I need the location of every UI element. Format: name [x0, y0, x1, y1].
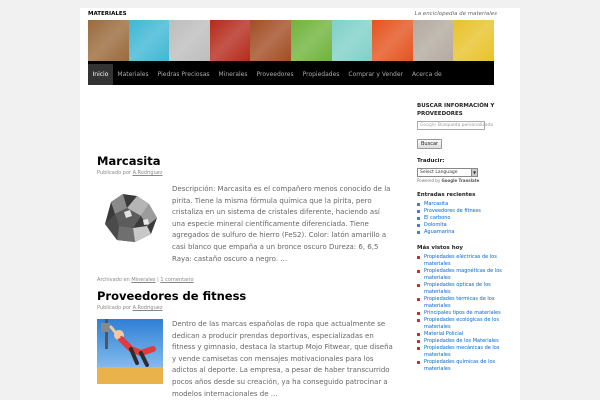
- site-description: La enciclopedia de materiales: [414, 11, 497, 17]
- most-viewed-heading: Más vistos hoy: [417, 245, 463, 251]
- wood-grain-tile: [88, 20, 129, 61]
- category-link[interactable]: Minerales: [131, 277, 156, 284]
- recent-post-link[interactable]: Aguamarina: [417, 229, 513, 236]
- fitness-thumbnail[interactable]: [97, 319, 163, 384]
- menu-item-proveedores[interactable]: Proveedores: [256, 71, 294, 78]
- marcasita-thumbnail[interactable]: [97, 184, 163, 249]
- grey-fiber-tile: [169, 20, 210, 61]
- author-link[interactable]: A.Rodriguez: [132, 170, 163, 176]
- powered-by: Powered by Google Translate: [417, 178, 480, 183]
- most-viewed-link[interactable]: Propiedades ecológicas de los materiales: [417, 317, 513, 331]
- page-wrapper: [80, 8, 520, 400]
- archived-prefix: Archivado en: [97, 277, 130, 284]
- search-placeholder: Búsqueda personalizada: [437, 123, 494, 128]
- most-viewed-link[interactable]: Propiedades eléctricas de los materiales: [417, 254, 513, 268]
- menu-item-acerca-de[interactable]: Acerca de: [411, 71, 442, 78]
- search-heading: BUSCAR INFORMACIÓN Y PROVEEDORES: [417, 103, 495, 117]
- yellow-honeycomb-tile: [453, 20, 494, 61]
- recent-posts-list: [417, 201, 513, 236]
- author-link[interactable]: A.Rodriguez: [132, 305, 163, 311]
- most-viewed-link[interactable]: Propiedades mecánicas de los materiales: [417, 345, 513, 359]
- meta-prefix: Publicado por: [97, 305, 131, 311]
- google-logo: Google: [441, 178, 458, 183]
- post-utility: [97, 277, 395, 283]
- comments-link[interactable]: 1 comentario: [160, 277, 194, 284]
- recent-post-link[interactable]: Proveedores de fitness: [417, 208, 513, 215]
- language-select[interactable]: [417, 168, 478, 177]
- blue-crack-tile: [129, 20, 170, 61]
- post-meta: [97, 170, 395, 176]
- cracked-earth-tile: [250, 20, 291, 61]
- post-fitness: [97, 289, 395, 400]
- post-marcasita: [97, 154, 395, 283]
- post-title[interactable]: Marcasita: [97, 154, 161, 168]
- search-button[interactable]: Buscar: [417, 139, 442, 149]
- post-title[interactable]: Proveedores de fitness: [97, 289, 247, 303]
- menu-item-minerales[interactable]: Minerales: [218, 71, 248, 78]
- recent-posts-heading: Entradas recientes: [417, 192, 476, 198]
- site-title[interactable]: MATERIALES: [88, 11, 127, 17]
- meta-prefix: Publicado por: [97, 170, 131, 176]
- recent-post-link[interactable]: Dolomita: [417, 222, 513, 229]
- menu-item-inicio[interactable]: Inicio: [88, 64, 113, 85]
- utility-separator: |: [157, 277, 159, 284]
- post-meta: [97, 305, 395, 311]
- orange-stripes-tile: [372, 20, 413, 61]
- language-select-value: Select Language: [420, 170, 458, 175]
- menu-item-piedras-preciosas[interactable]: Piedras Preciosas: [157, 71, 210, 78]
- google-search-logo: Google: [420, 123, 436, 128]
- sidebar: [417, 102, 513, 373]
- menu-item-materiales[interactable]: Materiales: [117, 71, 149, 78]
- search-input[interactable]: [417, 121, 494, 130]
- post-excerpt: Descripción: Marcasita es el compañero menos conocido de la pirita. Tiene la misma fórmula química que la pirita, pero cristaliza en un sistema de cristales diferente, haciendo así una especie mineral científicamente diferenciada. Tiene agregados de sulfuro de hierro (FeS2). Color: latón amarillo a casi blanco que empaña a un bronce oscuro Dureza: 6, 6,5 Raya: castaño oscuro a negro. …: [172, 185, 391, 263]
- header-image-strip[interactable]: [88, 20, 494, 61]
- recent-post-link[interactable]: El carbono: [417, 215, 513, 222]
- most-viewed-link[interactable]: Propiedades magnéticas de los materiales: [417, 268, 513, 282]
- recent-post-link[interactable]: Marcasita: [417, 201, 513, 208]
- most-viewed-link[interactable]: Material Policial: [417, 331, 513, 338]
- most-viewed-link[interactable]: Propiedades ópticas de los materiales: [417, 282, 513, 296]
- cyan-grid-tile: [332, 20, 373, 61]
- most-viewed-link[interactable]: Principales tipos de materiales: [417, 310, 513, 317]
- menu-item-propiedades[interactable]: Propiedades: [302, 71, 340, 78]
- most-viewed-link[interactable]: Propiedades de los Materiales: [417, 338, 513, 345]
- most-viewed-list: [417, 254, 513, 373]
- red-leaf-tile: [210, 20, 251, 61]
- fabric-tile: [413, 20, 454, 61]
- menu-item-comprar-y-vender[interactable]: Comprar y Vender: [348, 71, 403, 78]
- translate-heading: Traducir:: [417, 158, 445, 164]
- chevron-down-icon: ▼: [472, 170, 477, 175]
- most-viewed-link[interactable]: Propiedades químicas de los materiales: [417, 359, 513, 373]
- main-menu: [88, 64, 494, 85]
- green-leaf-tile: [291, 20, 332, 61]
- translate-link[interactable]: Translate: [458, 178, 480, 183]
- post-excerpt: Dentro de las marcas españolas de ropa que actualmente se dedican a producir prendas deportivas, especializadas en fitness y gimnasio, destaca la startup Mojo Fitwear, que diseña y vende camisetas con mensajes motivacionales para los adictos al deporte. La empresa, a pesar de haber transcurrido pocos años desde su creación, ya ha conseguido patrocinar a modelos internacionales de …: [172, 320, 393, 398]
- most-viewed-link[interactable]: Propiedades térmicas de los materiales: [417, 296, 513, 310]
